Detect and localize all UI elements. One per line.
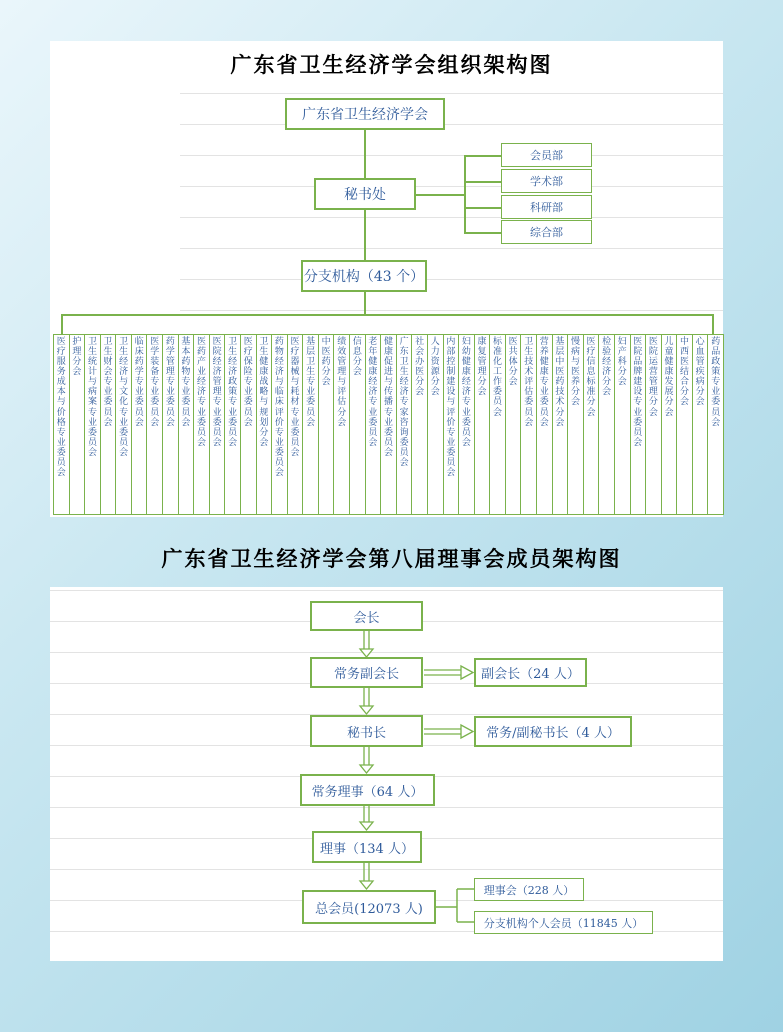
branch-label: 康 复 管 理 分 会 [477,337,487,398]
arrow-sg-deputy [424,725,473,738]
branch-label: 卫 生 统 计 与 病 案 专 业 委 员 会 [87,337,97,458]
branch-label: 基 层 中 医 药 技 术 分 会 [555,337,565,428]
branch-label: 医 共 体 分 会 [508,337,518,388]
branch-label: 健 康 促 进 与 传 播 专 业 委 员 会 [383,337,393,458]
arrow-sg-execdir [360,747,373,773]
root-node: 广东省卫生经济学会 [285,98,445,130]
branch-label: 卫 生 经 济 与 文 化 专 业 委 员 会 [119,337,129,458]
branch-label: 医 疗 保 险 专 业 委 员 会 [243,337,253,428]
branch-label: 妇 幼 健 康 经 济 专 业 委 员 会 [461,337,471,448]
branch-label: 信 息 分 会 [352,337,362,378]
dept-node-membership: 会员部 [501,143,592,167]
members-node: 总会员(12073 人) [302,890,436,924]
branch-label: 医 院 经 济 管 理 专 业 委 员 会 [212,337,222,448]
vp-node: 副会长（24 人） [474,658,587,687]
branch-label: 医 学 装 备 专 业 委 员 会 [150,337,160,428]
branch-label: 儿 童 健 康 发 展 分 会 [664,337,674,418]
exec-directors-node: 常务理事（64 人） [300,774,435,806]
branches-node: 分支机构（43 个） [301,260,427,292]
branch-label: 内 部 控 制 建 设 与 评 价 专 业 委 员 会 [446,337,456,479]
branch-label: 标 准 化 工 作 委 员 会 [493,337,503,418]
directors-node: 理事（134 人） [312,831,422,863]
branch-label: 卫 生 财 会 专 业 委 员 会 [103,337,113,428]
branch-label: 医 院 品 牌 建 设 专 业 委 员 会 [633,337,643,448]
council-chart-title: 广东省卫生经济学会第八届理事会成员架构图 [161,547,622,571]
arrow-execvp-sg [360,688,373,714]
branch-label: 心 血 管 疾 病 分 会 [695,337,705,408]
branch-label: 老 年 健 康 经 济 专 业 委 员 会 [368,337,378,448]
arrow-president-execvp [360,631,373,657]
deputy-sg-node: 常务/副秘书长（4 人） [474,716,632,747]
branch-label: 护 理 分 会 [72,337,82,378]
branch-label: 绩 效 管 理 与 评 估 分 会 [337,337,347,428]
arrow-execdir-dir [360,806,373,830]
branch-label: 医 药 产 业 经 济 专 业 委 员 会 [197,337,207,448]
branch-label: 社 会 办 医 分 会 [415,337,425,398]
org-chart-title: 广东省卫生经济学会组织架构图 [230,53,553,77]
dept-node-general: 综合部 [501,220,592,244]
branch-label: 卫 生 经 济 政 策 专 业 委 员 会 [228,337,238,448]
branch-label: 药 物 经 济 与 临 床 评 价 专 业 委 员 会 [274,337,284,479]
branch-label: 中 西 医 结 合 分 会 [680,337,690,408]
branch-label: 卫 生 健 康 战 略 与 规 划 分 会 [259,337,269,448]
branch-label: 临 床 药 学 专 业 委 员 会 [134,337,144,428]
branch-label: 慢 病 与 医 养 分 会 [570,337,580,408]
branch-label: 医 疗 服 务 成 本 与 价 格 专 业 委 员 会 [56,337,66,479]
branch-label: 医 疗 器 械 与 耗 材 专 业 委 员 会 [290,337,300,458]
branch-label: 医 院 运 营 管 理 分 会 [648,337,658,418]
dept-node-academic: 学术部 [501,169,592,193]
branch-label: 药 品 政 策 专 业 委 员 会 [711,337,721,428]
branch-label: 卫 生 技 术 评 估 委 员 会 [524,337,534,428]
arrow-dir-members [360,863,373,889]
branch-label: 基 层 卫 生 专 业 委 员 会 [306,337,316,428]
branch-label: 检 验 经 济 分 会 [602,337,612,398]
dept-node-research: 科研部 [501,195,592,219]
members-branch-lines [436,889,474,922]
president-node: 会长 [310,601,423,631]
branch-label: 药 学 管 理 专 业 委 员 会 [165,337,175,428]
exec-vp-node: 常务副会长 [310,657,423,688]
secretariat-node: 秘书处 [314,178,416,210]
branch-label: 人 力 资 源 分 会 [430,337,440,398]
branch-label: 广 东 卫 生 经 济 专 家 咨 询 委 员 会 [399,337,409,468]
secretary-general-node: 秘书长 [310,715,423,747]
branch-label: 中 医 药 分 会 [321,337,331,388]
branch-members-node: 分支机构个人会员（11845 人） [474,911,653,934]
branch-label: 营 养 健 康 专 业 委 员 会 [539,337,549,428]
branch-label: 医 疗 信 息 标 准 分 会 [586,337,596,418]
branch-label: 妇 产 科 分 会 [617,337,627,388]
branch-label: 基 本 药 物 专 业 委 员 会 [181,337,191,428]
council-members-node: 理事会（228 人） [474,878,584,901]
arrow-execvp-vp [424,666,473,679]
